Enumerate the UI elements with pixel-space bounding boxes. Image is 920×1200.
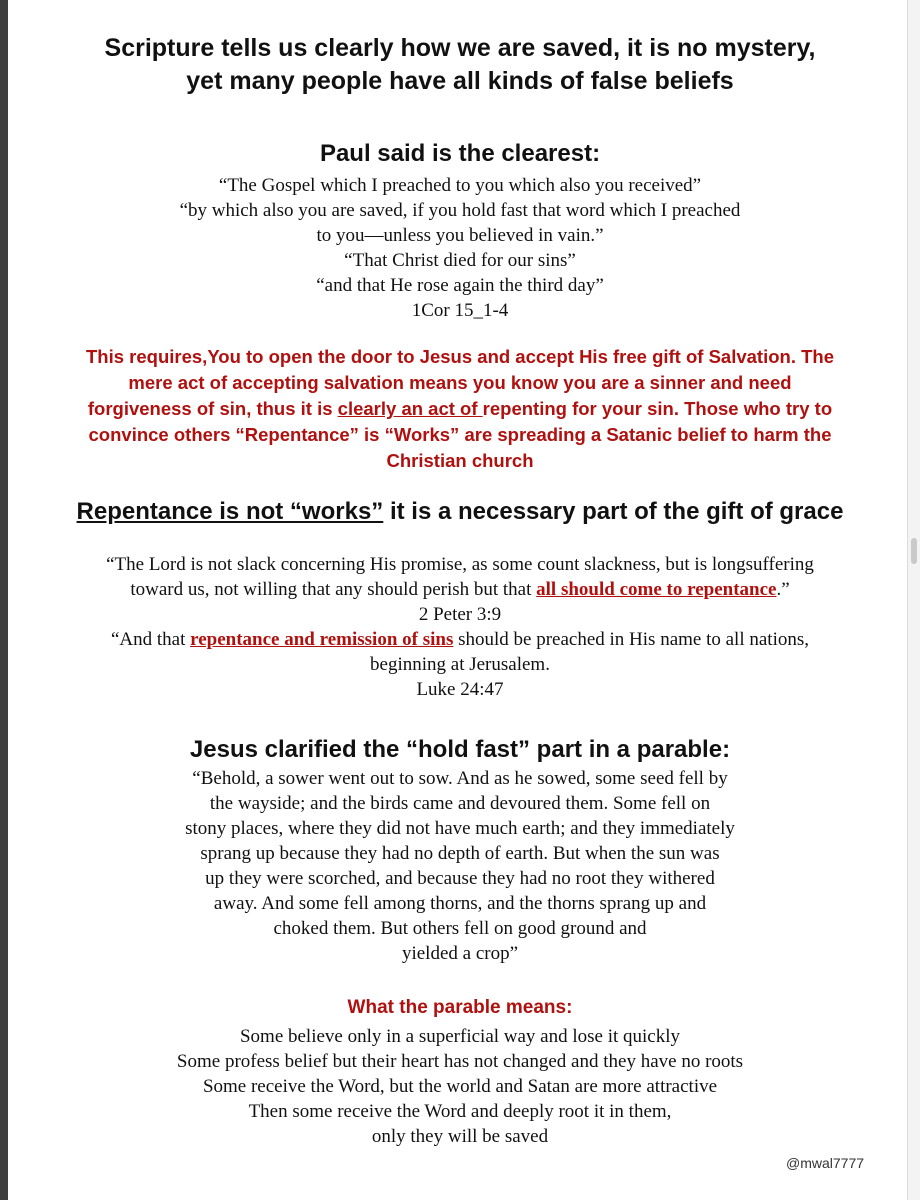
meaning-list: [20, 1024, 900, 1149]
peter-highlight: all should come to repentance: [536, 579, 777, 600]
paul-line-3: to you—unless you believed in vain.”: [316, 225, 604, 246]
parable-line-3: stony places, where they did not have much earth; and they immediately: [185, 818, 735, 839]
requires-line-3-start: forgiveness of sin, thus it is: [87, 398, 338, 419]
requires-line-4: convince others “Repentance” is “Works” are spreading a Satanic belief to harm the: [88, 424, 832, 445]
requires-line-1: This requires,You to open the door to Jesus and accept His free gift of Salvation. The: [86, 346, 834, 367]
paul-heading: Paul said is the clearest:: [319, 140, 601, 167]
luke-reference: Luke 24:47: [416, 679, 504, 700]
peter-line-1: “The Lord is not slack concerning His promise, as some count slackness, but is longsuffering: [106, 554, 814, 575]
page-title: [20, 32, 900, 98]
peter-reference: 2 Peter 3:9: [418, 604, 502, 625]
repentance-heading-underlined: Repentance is not “works”: [76, 498, 384, 525]
peter-line-2-end: .”: [776, 579, 790, 600]
peter-line-2: [20, 577, 900, 602]
luke-line-1-start: “And that: [110, 629, 191, 650]
luke-highlight: repentance and remission of sins: [190, 629, 454, 650]
title-line-2: yet many people have all kinds of false beliefs: [186, 67, 734, 95]
author-watermark: @mwal7777: [786, 1155, 865, 1171]
requires-line-3: [20, 396, 900, 422]
paul-line-1: “The Gospel which I preached to you which also you received”: [218, 175, 702, 196]
paul-line-4: “That Christ died for our sins”: [344, 250, 576, 271]
paul-quote: [20, 173, 900, 323]
peter-line-2-start: toward us, not willing that any should perish but that: [130, 579, 537, 600]
parable-line-6: away. And some fell among thorns, and the thorns sprang up and: [213, 893, 707, 914]
meaning-heading: What the parable means:: [347, 997, 573, 1018]
title-line-1: Scripture tells us clearly how we are saved, it is no mystery,: [104, 34, 816, 62]
parable-quote: [20, 766, 900, 966]
requires-paragraph: [20, 344, 900, 474]
meaning-line-4: Then some receive the Word and deeply root it in them,: [248, 1101, 672, 1122]
parable-line-8: yielded a crop”: [401, 943, 519, 964]
scrollbar-thumb[interactable]: [911, 538, 917, 564]
parable-line-5: up they were scorched, and because they had no root they withered: [205, 868, 715, 889]
parable-line-4: sprang up because they had no depth of earth. But when the sun was: [200, 843, 720, 864]
requires-line-5: Christian church: [386, 450, 534, 471]
meaning-line-1: Some believe only in a superficial way and lose it quickly: [239, 1026, 681, 1047]
meaning-line-2: Some profess belief but their heart has not changed and they have no roots: [176, 1051, 744, 1072]
luke-line-1: [20, 627, 900, 652]
paul-reference: 1Cor 15_1-4: [411, 300, 509, 321]
repentance-heading-rest: it is a necessary part of the gift of grace: [383, 498, 844, 525]
parable-line-2: the wayside; and the birds came and devoured them. Some fell on: [209, 793, 711, 814]
parable-line-1: “Behold, a sower went out to sow. And as he sowed, some seed fell by: [192, 768, 728, 789]
meaning-line-3: Some receive the Word, but the world and Satan are more attractive: [202, 1076, 718, 1097]
requires-line-2: mere act of accepting salvation means you know you are a sinner and need: [128, 372, 792, 393]
repentance-heading: [20, 497, 900, 527]
paul-line-5: “and that He rose again the third day”: [316, 275, 604, 296]
parable-line-7: choked them. But others fell on good ground and: [273, 918, 647, 939]
scrollbar[interactable]: [907, 0, 920, 1200]
meaning-line-5: only they will be saved: [371, 1126, 549, 1147]
luke-line-1-end: should be preached in His name to all nations,: [453, 629, 809, 650]
parable-heading: Jesus clarified the “hold fast” part in a parable:: [189, 736, 731, 763]
window-left-edge: [0, 0, 8, 1200]
requires-line-3-end: repenting for your sin. Those who try to: [482, 398, 833, 419]
requires-underlined-phrase: clearly an act of: [337, 398, 483, 419]
paul-line-2: “by which also you are saved, if you hold fast that word which I preached: [179, 200, 741, 221]
luke-line-2: beginning at Jerusalem.: [370, 654, 550, 675]
repentance-verses: [20, 552, 900, 702]
